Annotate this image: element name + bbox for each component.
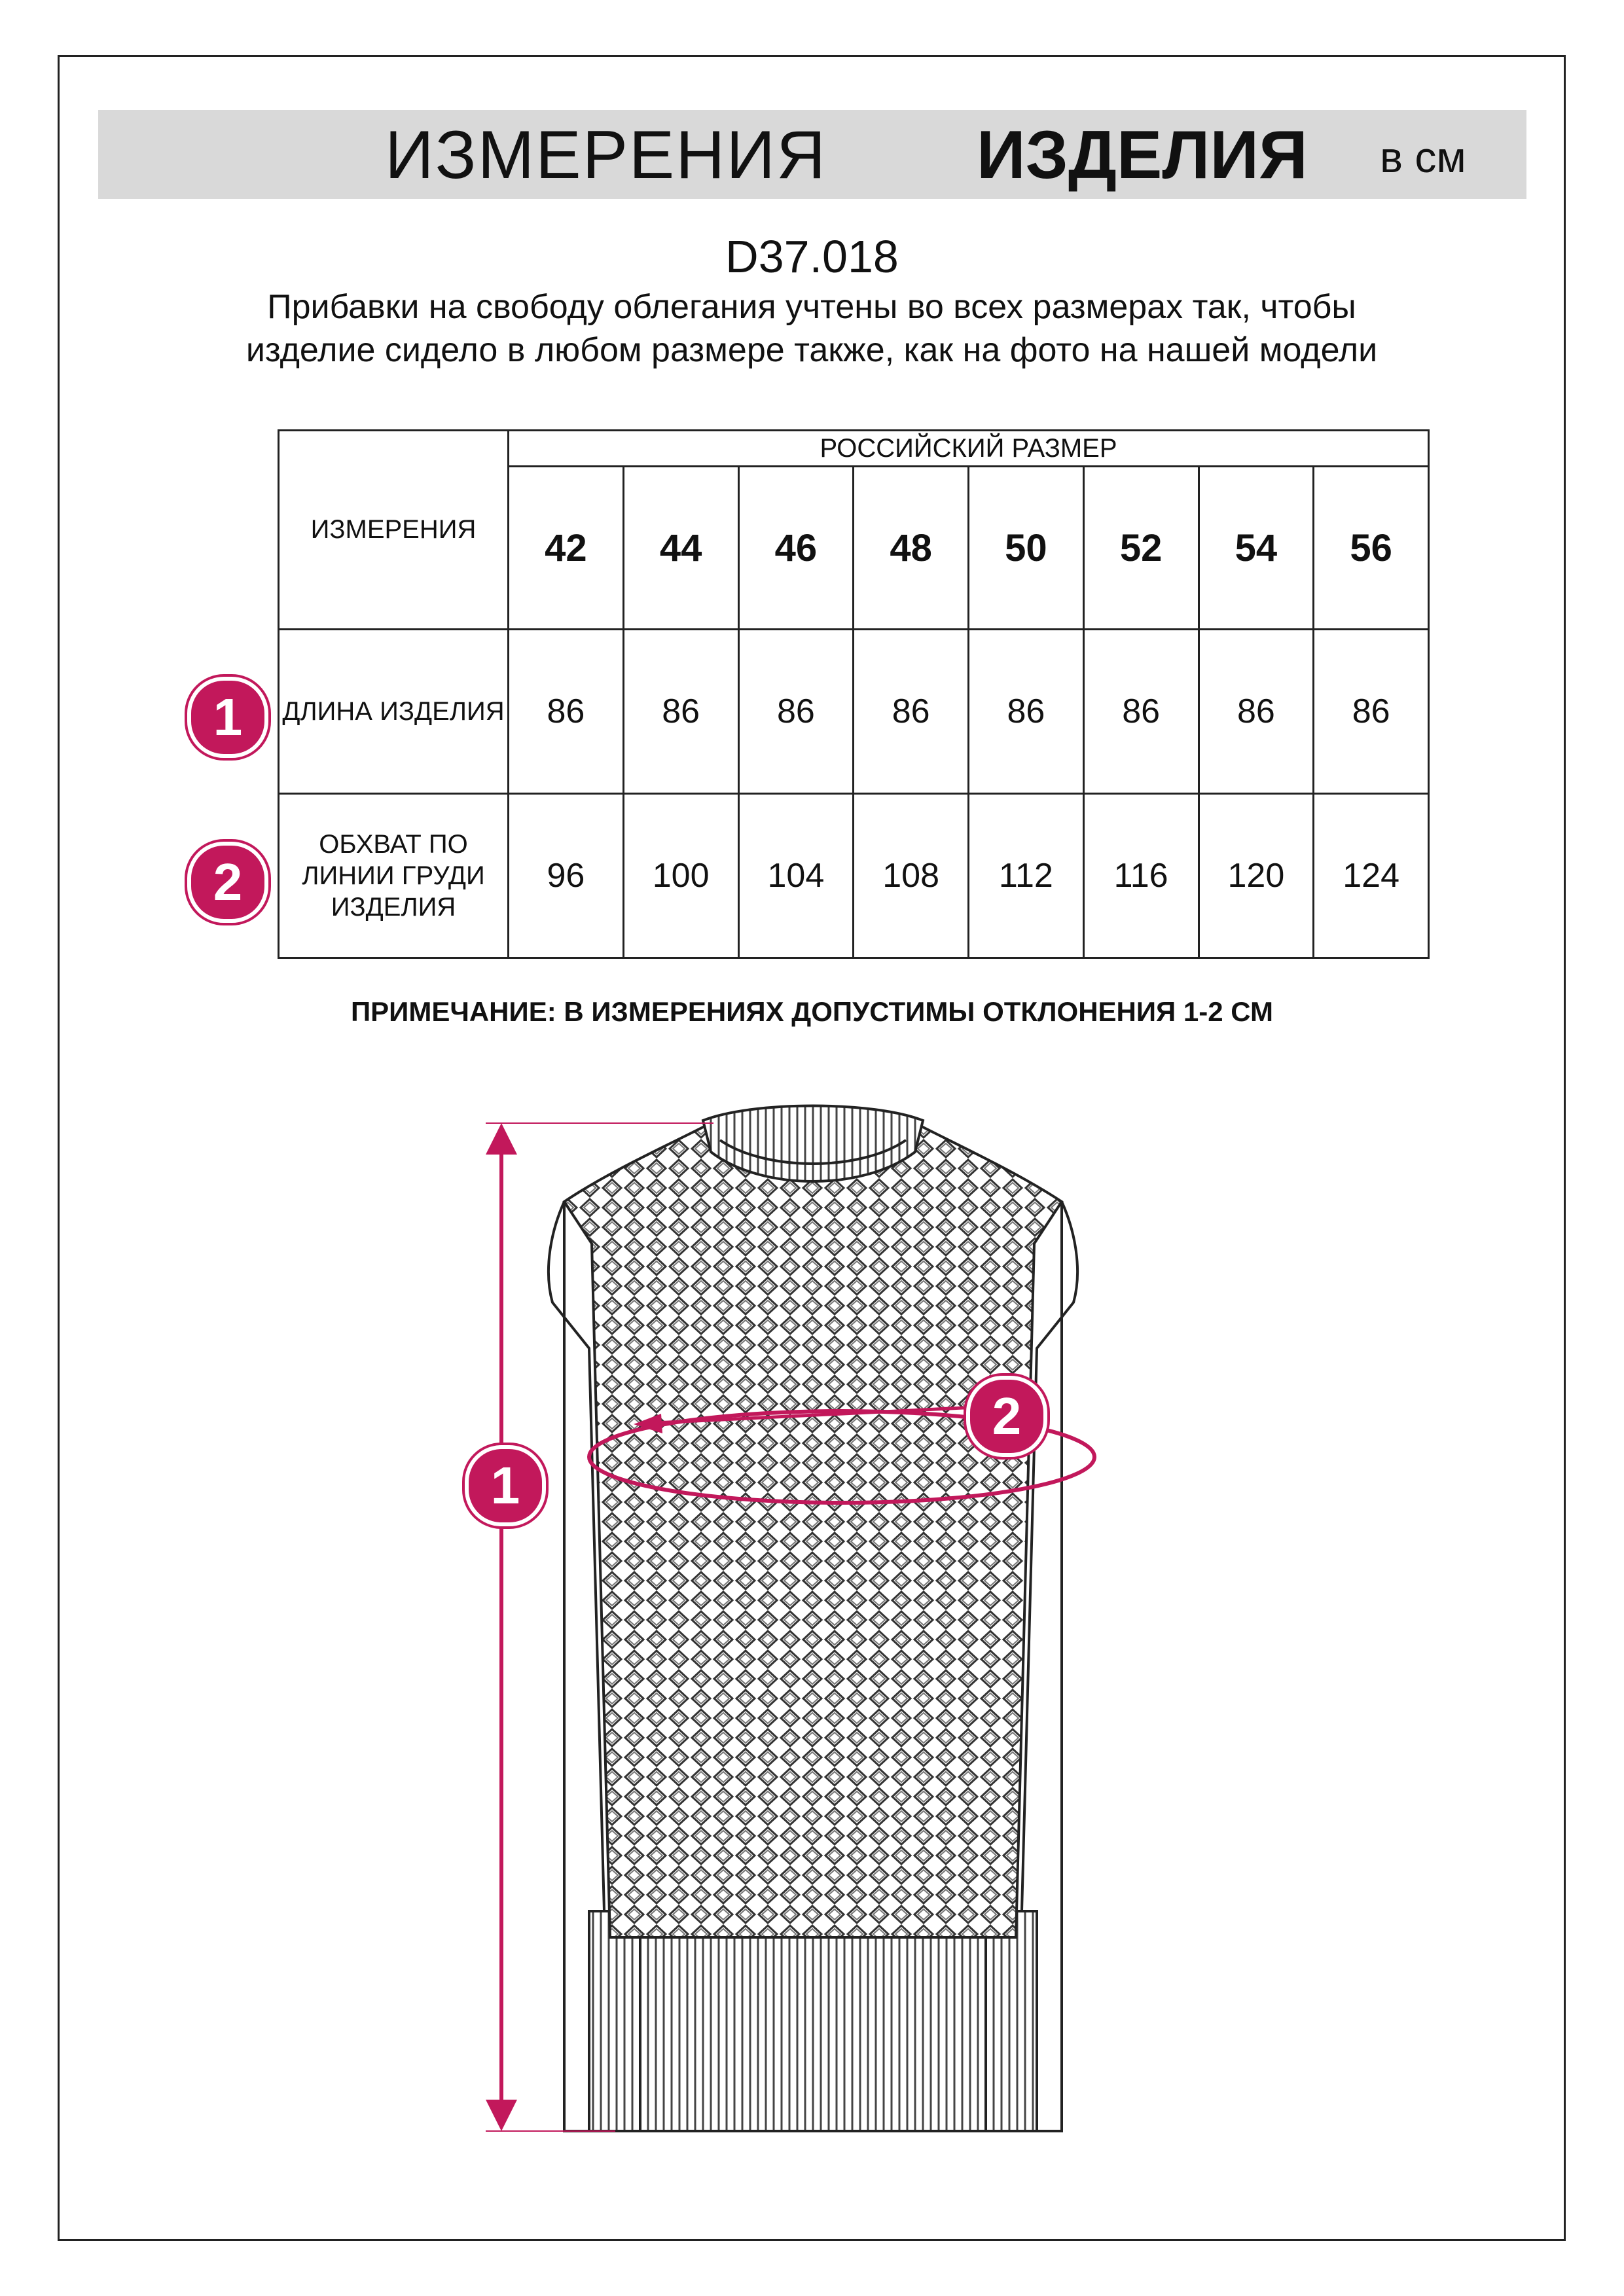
size-header: 50	[969, 467, 1084, 630]
title-light: ИЗМЕРЕНИЯ	[385, 117, 827, 193]
table-cell: 86	[1199, 630, 1314, 794]
size-header: 52	[1083, 467, 1199, 630]
table-cell: 104	[738, 794, 854, 958]
garment-outline	[549, 1106, 1077, 2132]
title-bold: ИЗДЕЛИЯ	[977, 117, 1308, 193]
table-cell: 86	[1314, 630, 1429, 794]
size-header: 42	[509, 467, 624, 630]
badge-length-diagram: 1	[465, 1445, 546, 1526]
badge-chest-row: 2	[187, 842, 268, 923]
measure-header: ИЗМЕРЕНИЯ	[279, 431, 509, 630]
table-cell: 86	[969, 630, 1084, 794]
size-header: 46	[738, 467, 854, 630]
badge-length-row: 1	[187, 677, 268, 758]
article-number: D37.018	[725, 231, 899, 282]
table-cell: 86	[623, 630, 738, 794]
table-cell: 124	[1314, 794, 1429, 958]
table-cell: 86	[509, 630, 624, 794]
fit-note: Прибавки на свободу облегания учтены во всех размерах так, чтобы изделие сидело в любом размере также, как на фото на нашей модели	[245, 288, 1378, 369]
table-cell: 108	[854, 794, 969, 958]
size-header: 56	[1314, 467, 1429, 630]
table-cell: 86	[1083, 630, 1199, 794]
size-header: 54	[1199, 467, 1314, 630]
tolerance-remark: ПРИМЕЧАНИЕ: В ИЗМЕРЕНИЯХ ДОПУСТИМЫ ОТКЛОНЕНИЯ 1-2 СМ	[350, 996, 1274, 1027]
table-cell: 86	[854, 630, 969, 794]
row-label-chest: ОБХВАТ ПО ЛИНИИ ГРУДИ ИЗДЕЛИЯ	[279, 794, 509, 958]
title-unit: в см	[1380, 133, 1466, 181]
table-cell: 116	[1083, 794, 1199, 958]
size-header: 44	[623, 467, 738, 630]
table-cell: 96	[509, 794, 624, 958]
size-header: 48	[854, 467, 969, 630]
table-cell: 100	[623, 794, 738, 958]
table-cell: 120	[1199, 794, 1314, 958]
row-label-length: ДЛИНА ИЗДЕЛИЯ	[279, 630, 509, 794]
badge-chest-diagram: 2	[966, 1376, 1047, 1457]
table-cell: 86	[738, 630, 854, 794]
size-group-header: РОССИЙСКИЙ РАЗМЕР	[509, 431, 1429, 467]
table-cell: 112	[969, 794, 1084, 958]
